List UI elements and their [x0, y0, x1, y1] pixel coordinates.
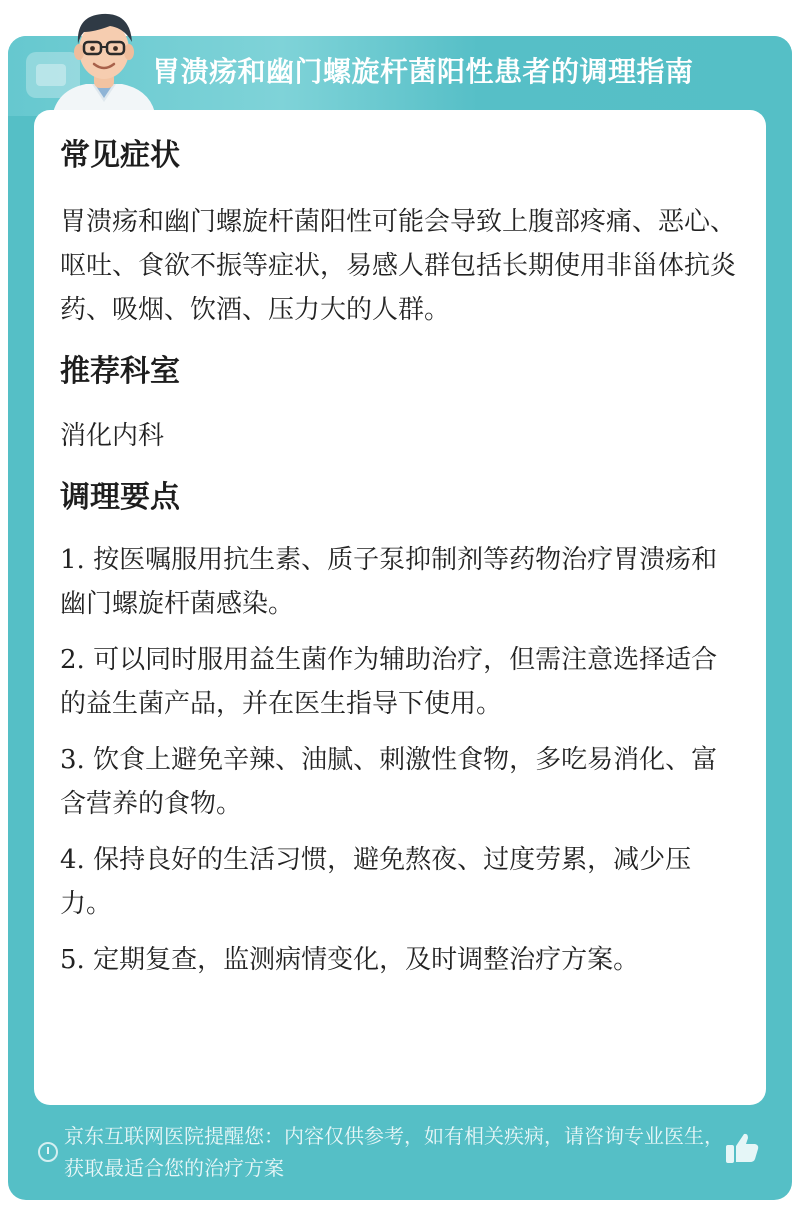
- department-text: 消化内科: [60, 421, 165, 451]
- department-heading: 推荐科室: [60, 354, 180, 389]
- care-list: [60, 538, 740, 982]
- list-item-number: 5.: [60, 945, 85, 975]
- list-item-text: 可以同时服用益生菌作为辅助治疗，但需注意选择适合的益生菌产品，并在医生指导下使用。: [60, 645, 718, 719]
- symptoms-text: 胃溃疡和幽门螺旋杆菌阳性可能会导致上腹部疼痛、恶心、呕吐、食欲不振等症状，易感人群包括长期使用非甾体抗炎药、吸烟、饮酒、压力大的人群。: [60, 207, 737, 325]
- thumbs-up-icon[interactable]: [722, 1128, 762, 1168]
- list-item: [60, 538, 740, 626]
- info-icon: [38, 1142, 58, 1162]
- list-item-text: 饮食上避免辛辣、油腻、刺激性食物，多吃易消化、富含营养的食物。: [60, 745, 718, 819]
- care-heading: 调理要点: [60, 480, 180, 515]
- footer-notice-text: 京东互联网医院提醒您：内容仅供参考，如有相关疾病，请咨询专业医生，获取最适合您的治疗方案: [64, 1124, 724, 1180]
- list-item-number: 3.: [60, 745, 85, 775]
- list-item: [60, 838, 740, 926]
- list-item-number: 1.: [60, 545, 85, 575]
- symptoms-heading: 常见症状: [60, 138, 180, 173]
- doctor-avatar: [44, 2, 164, 118]
- list-item: [60, 738, 740, 826]
- list-item-text: 保持良好的生活习惯，避免熬夜、过度劳累，减少压力。: [60, 845, 692, 919]
- list-item: [60, 638, 740, 726]
- content-card: [34, 110, 766, 1105]
- list-item: [60, 938, 740, 982]
- list-item-text: 定期复查，监测病情变化，及时调整治疗方案。: [93, 945, 640, 975]
- list-item-number: 2.: [60, 645, 85, 675]
- list-item-text: 按医嘱服用抗生素、质子泵抑制剂等药物治疗胃溃疡和幽门螺旋杆菌感染。: [60, 545, 718, 619]
- page-title: 胃溃疡和幽门螺旋杆菌阳性患者的调理指南: [152, 55, 694, 88]
- list-item-number: 4.: [60, 845, 85, 875]
- content-body: [60, 134, 740, 994]
